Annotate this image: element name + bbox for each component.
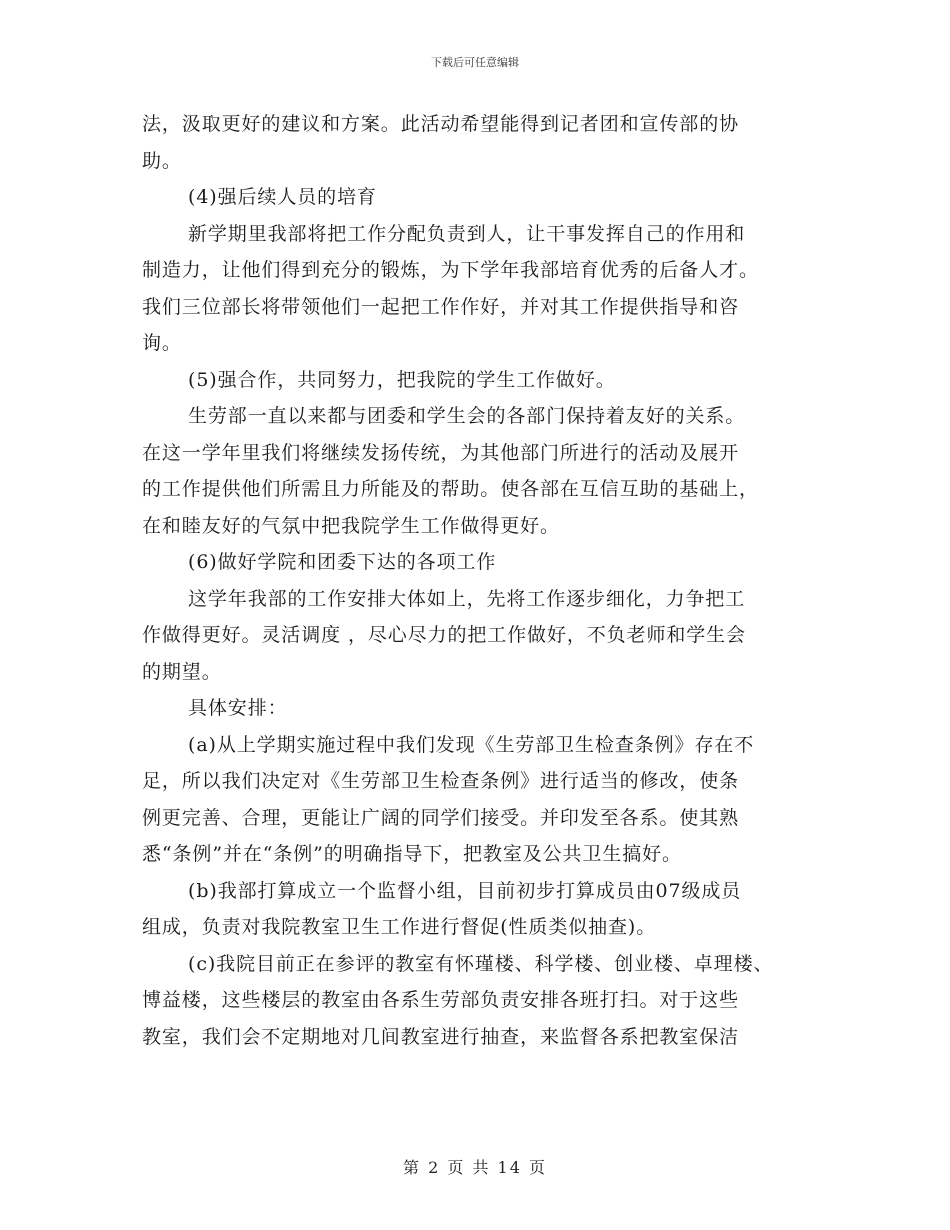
text-line: 悉“条例”并在“条例”的明确指导下，把教室及公共卫生搞好。 [142,843,682,865]
text-line: 在这一学年里我们将继续发扬传统，为其他部门所进行的活动及展开 [142,441,740,464]
text-line: (c)我院目前正在参评的教室有怀瑾楼、科学楼、创业楼、卓理楼、 [188,952,774,975]
text-line: 足，所以我们决定对《生劳部卫生检查条例》进行适当的修改，使条 [142,770,740,792]
text-line: (4)强后续人员的培育 [188,186,377,208]
text-line: (b)我部打算成立一个监督小组，目前初步打算成员由07级成员 [188,879,742,902]
text-line: 新学期里我部将把工作分配负责到人，让干事发挥自己的作用和 [188,222,746,245]
text-line: 作做得更好。灵活调度 ，尽心尽力的把工作做好，不负老师和学生会 [142,624,746,646]
text-line: 博益楼，这些楼层的教室由各系生劳部负责安排各班打扫。对于这些 [142,989,740,1011]
text-line: 的工作提供他们所需且力所能及的帮助。使各部在互信互助的基础上， [142,478,759,500]
header-note: 下载后可任意编辑 [431,56,519,69]
text-line: 生劳部一直以来都与团委和学生会的各部门保持着友好的关系。 [188,405,746,427]
text-line: (5)强合作，共同努力，把我院的学生工作做好。 [188,368,616,391]
text-line: 我们三位部长将带领他们一起把工作作好，并对其工作提供指导和咨 [142,295,740,318]
page-number-footer: 第 2 页 共 14 页 [403,1158,547,1177]
text-line: 在和睦友好的气氛中把我院学生工作做得更好。 [142,514,560,537]
text-line: 法，汲取更好的建议和方案。此活动希望能得到记者团和宣传部的协 [142,113,740,135]
text-line: 制造力，让他们得到充分的锻炼，为下学年我部培育优秀的后备人才。 [142,259,759,281]
text-line: 组成，负责对我院教室卫生工作进行督促(性质类似抽查)。 [142,916,657,938]
text-line: 询。 [142,332,182,354]
text-line: 具体安排： [188,697,288,719]
text-line: 教室，我们会不定期地对几间教室进行抽查，来监督各系把教室保洁 [142,1025,740,1048]
text-line: 例更完善、合理，更能让广阔的同学们接受。并印发至各系。使其熟 [142,806,740,829]
text-line: (a)从上学期实施过程中我们发现《生劳部卫生检查条例》存在不 [188,733,755,756]
text-line: 这学年我部的工作安排大体如上，先将工作逐步细化，力争把工 [188,587,746,610]
text-line: 助。 [142,149,182,172]
text-line: (6)做好学院和团委下达的各项工作 [188,551,497,573]
text-line: 的期望。 [142,660,222,683]
document-body [142,106,832,1055]
